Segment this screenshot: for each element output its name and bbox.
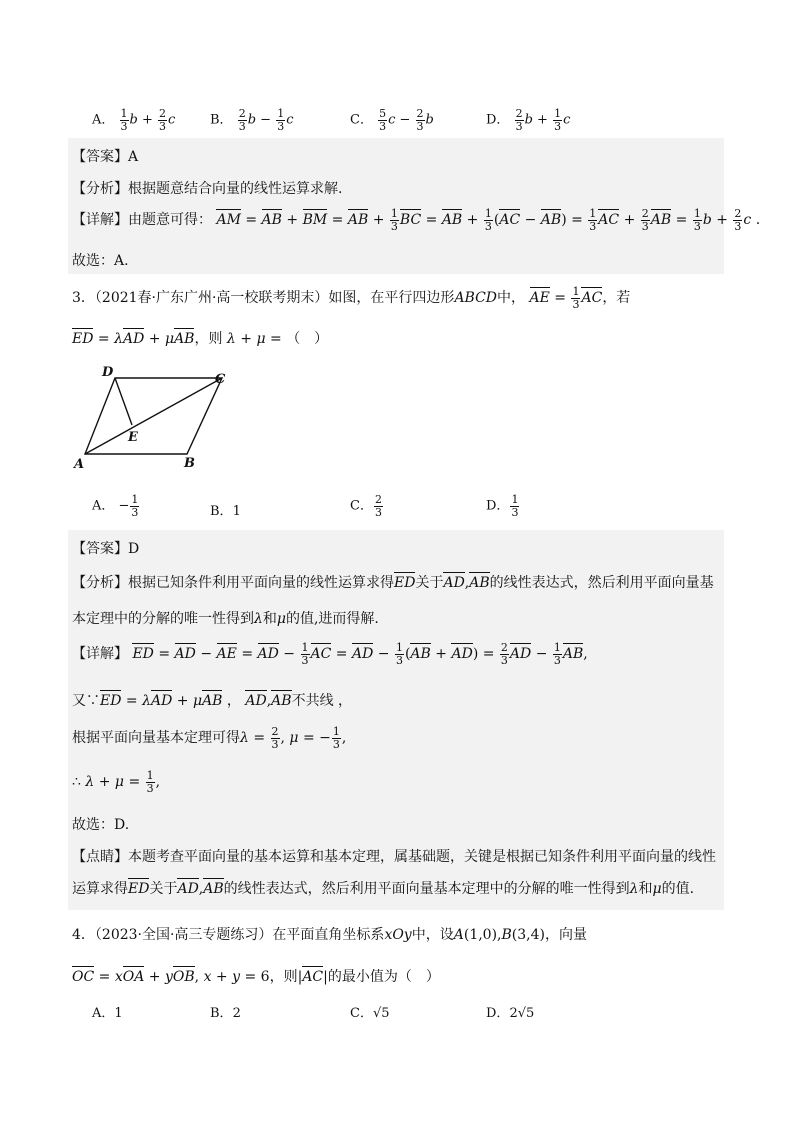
- label-d: D: [102, 365, 114, 380]
- q3-option-b: B．1: [210, 504, 241, 519]
- q3-analysis-line2: 本定理中的分解的唯一性得到λ和μ的值,进而得解.: [72, 611, 379, 627]
- q2-conclusion: 故选：A.: [72, 253, 129, 269]
- q2-options: [92, 100, 652, 136]
- q3-analysis-line1: 【分析】根据已知条件利用平面向量的线性运算求得ED关于AD,AB的线性表达式，然后利用平面向量基: [72, 575, 714, 591]
- q4-stem-line1: 4．（2023·全国·高三专题练习）在平面直角坐标系xOy中，设A(1,0),B(3,4)，向量: [72, 927, 587, 943]
- q2-detail: 【详解】由题意可得： AM = AB + BM = AB + $\frac{1}{3}$ BC = AB + $\frac{1}{3}$ (AC − AB) = $\frac{1}{3}$ AC + $\frac{2}{3}$ AB = $\frac{1}{3}$ b + $\frac{2}{3}$ c .: [72, 207, 761, 233]
- q4-option-c: C．√5: [350, 1006, 390, 1021]
- q2-analysis: 【分析】根据题意结合向量的线性运算求解.: [72, 181, 343, 197]
- q3-conclusion: 故选：D.: [72, 817, 130, 833]
- q3-comment-line1: 【点睛】本题考查平面向量的基本运算和基本定理，属基础题，关键是根据已知条件利用平面向量的线性: [72, 849, 716, 865]
- q4-stem-line2: OC = xOA + yOB, x + y = 6，则|AC|的最小值为（ ）: [72, 969, 440, 985]
- q3-since: 又∵ED = λAD + μAB ， AD,AB不共线 ，: [72, 693, 353, 709]
- q3-option-d: D． $\frac{1}{3}$: [486, 493, 519, 519]
- q4-option-a: A．1: [92, 1006, 123, 1021]
- q3-answer: 【答案】D: [72, 541, 140, 557]
- q2-option-d: D． $\frac{2}{3}$ b + $\frac{1}{3}$ c: [486, 107, 571, 133]
- q3-detail: 【详解】 ED = AD − AE = AD − $\frac{1}{3}$ AC = AD − $\frac{1}{3}$ (AB + AD) = $\frac{2}{3}$ AD − $\frac{1}{3}$ AB,: [72, 641, 588, 667]
- q2-answer: 【答案】A: [72, 149, 139, 165]
- q3-comment-line2: 运算求得ED关于AD,AB的线性表达式，然后利用平面向量基本定理中的分解的唯一性得到λ和μ的值.: [72, 881, 695, 897]
- q2-option-a: A． $\frac{1}{3}$ b + $\frac{2}{3}$ c: [92, 107, 176, 133]
- q3-options: [92, 492, 652, 528]
- q3-stem-line1: 3．（2021春·广东广州·高一校联考期末）如图，在平行四边形ABCD中， AE = $\frac{1}{3}$ AC，若: [72, 285, 631, 311]
- label-b: B: [184, 456, 195, 471]
- q3-stem-line2: ED = λAD + μAB，则 λ + μ = （ ）: [72, 331, 329, 347]
- q3-parallelogram-figure: [70, 362, 240, 472]
- label-a: A: [74, 457, 85, 472]
- q4-option-b: B．2: [210, 1006, 241, 1021]
- q2-option-c: C． $\frac{5}{3}$ c − $\frac{2}{3}$ b: [350, 107, 434, 133]
- q4-option-d: D．2√5: [486, 1006, 535, 1021]
- q3-therefore: ∴ λ + μ = $\frac{1}{3}$ ,: [72, 769, 161, 795]
- q2-option-b: B． $\frac{2}{3}$ b − $\frac{1}{3}$ c: [210, 107, 294, 133]
- label-c: C: [215, 372, 226, 387]
- q3-option-a: A． − $\frac{1}{3}$: [92, 493, 139, 519]
- q3-solution-block: [68, 530, 724, 910]
- q3-option-c: C． $\frac{2}{3}$: [350, 493, 382, 519]
- q4-options: [92, 1002, 652, 1026]
- q3-theorem: 根据平面向量基本定理可得λ = $\frac{2}{3}$ , μ = − $\frac{1}{3}$ ,: [72, 725, 347, 751]
- label-e: E: [128, 430, 138, 445]
- q2-solution-block: [68, 138, 761, 274]
